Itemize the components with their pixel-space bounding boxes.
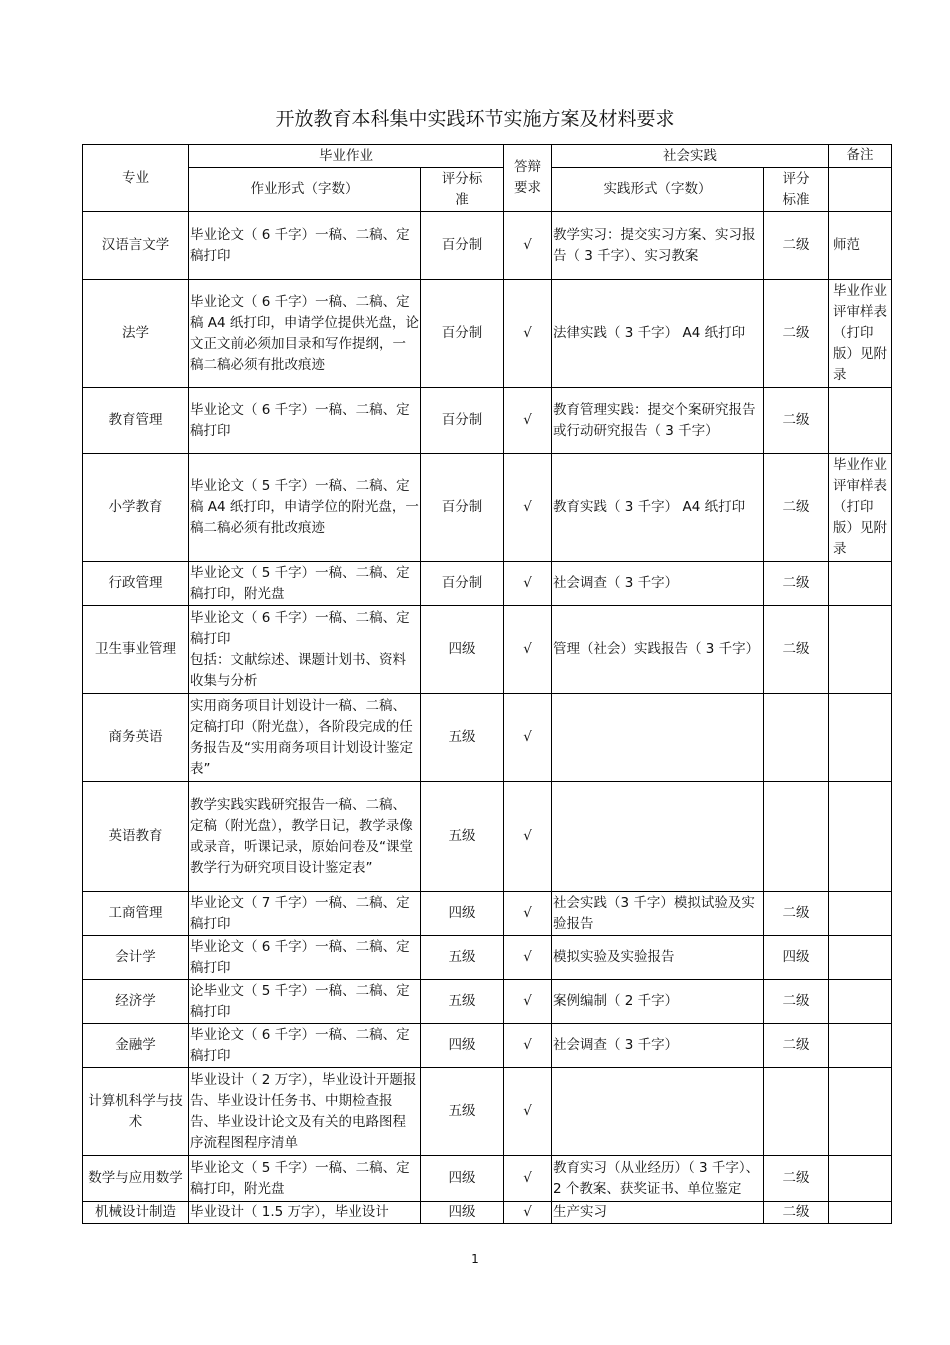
cell-practice-score: 四级 (764, 936, 829, 980)
cell-major: 小学教育 (83, 454, 189, 562)
cell-major: 数学与应用数学 (83, 1156, 189, 1202)
cell-remark (829, 1024, 892, 1068)
cell-defense: √ (504, 936, 552, 980)
requirements-table (82, 144, 892, 1224)
header-practice-form: 实践形式（字数） (552, 168, 764, 212)
cell-remark: 毕业作业评审样表（打印版）见附录 (829, 280, 892, 388)
header-score-std: 评分标准 (421, 168, 504, 212)
cell-practice-score: 二级 (764, 892, 829, 936)
cell-score: 五级 (421, 1068, 504, 1156)
table-row (83, 694, 892, 782)
cell-major: 法学 (83, 280, 189, 388)
cell-practice: 教育实践（ 3 千字） A4 纸打印 (552, 454, 764, 562)
cell-thesis-form: 毕业论文（ 6 千字）一稿、二稿、定稿打印 (189, 388, 421, 454)
table-row (83, 562, 892, 606)
cell-defense: √ (504, 606, 552, 694)
cell-thesis-form: 毕业论文（ 6 千字）一稿、二稿、定稿打印 (189, 1024, 421, 1068)
cell-practice-score (764, 694, 829, 782)
cell-practice-score: 二级 (764, 454, 829, 562)
cell-score: 百分制 (421, 562, 504, 606)
table-row (83, 1024, 892, 1068)
cell-practice: 教育实习（从业经历）（ 3 千字）、2 个教案、获奖证书、单位鉴定 (552, 1156, 764, 1202)
cell-practice-score: 二级 (764, 1156, 829, 1202)
cell-practice: 法律实践（ 3 千字） A4 纸打印 (552, 280, 764, 388)
cell-major: 会计学 (83, 936, 189, 980)
cell-remark: 毕业作业评审样表（打印版）见附录 (829, 454, 892, 562)
header-thesis-form: 作业形式（字数） (189, 168, 421, 212)
header-social-group: 社会实践 (552, 145, 829, 168)
cell-score: 五级 (421, 694, 504, 782)
table-row (83, 782, 892, 892)
cell-major: 经济学 (83, 980, 189, 1024)
header-row-1 (83, 145, 892, 168)
cell-practice: 社会调查（ 3 千字） (552, 1024, 764, 1068)
header-remark: 备注 (829, 145, 892, 168)
cell-thesis-form: 毕业设计（ 2 万字），毕业设计开题报告、毕业设计任务书、中期检查报告、毕业设计论文及有关的电路图程序流程图程序清单 (189, 1068, 421, 1156)
table-row (83, 454, 892, 562)
cell-score: 四级 (421, 1202, 504, 1224)
cell-remark (829, 388, 892, 454)
cell-practice-score (764, 782, 829, 892)
cell-major: 教育管理 (83, 388, 189, 454)
cell-defense: √ (504, 980, 552, 1024)
cell-thesis-form: 毕业论文（ 5 千字）一稿、二稿、定稿打印，附光盘 (189, 1156, 421, 1202)
table-row (83, 388, 892, 454)
cell-defense: √ (504, 388, 552, 454)
cell-major: 行政管理 (83, 562, 189, 606)
cell-thesis-form: 毕业论文（ 6 千字）一稿、二稿、定稿打印 包括：文献综述、课题计划书、资料收集与分析 (189, 606, 421, 694)
cell-defense: √ (504, 694, 552, 782)
header-thesis-group: 毕业作业 (189, 145, 504, 168)
cell-practice: 管理（社会）实践报告（ 3 千字） (552, 606, 764, 694)
cell-thesis-form: 毕业论文（ 5 千字）一稿、二稿、定稿打印，附光盘 (189, 562, 421, 606)
cell-remark (829, 606, 892, 694)
cell-remark (829, 892, 892, 936)
cell-score: 百分制 (421, 212, 504, 280)
cell-major: 卫生事业管理 (83, 606, 189, 694)
page-title: 开放教育本科集中实践环节实施方案及材料要求 (275, 108, 675, 130)
header-major: 专业 (83, 145, 189, 212)
table-row (83, 936, 892, 980)
cell-score: 百分制 (421, 454, 504, 562)
cell-score: 四级 (421, 1156, 504, 1202)
cell-practice: 案例编制（ 2 千字） (552, 980, 764, 1024)
cell-defense: √ (504, 1068, 552, 1156)
header-row-2 (83, 168, 892, 212)
cell-major: 英语教育 (83, 782, 189, 892)
cell-practice: 教学实习：提交实习方案、实习报告（ 3 千字）、实习教案 (552, 212, 764, 280)
cell-remark: 师范 (829, 212, 892, 280)
cell-remark (829, 1068, 892, 1156)
cell-defense: √ (504, 454, 552, 562)
cell-thesis-form: 毕业论文（ 7 千字）一稿、二稿、定稿打印 (189, 892, 421, 936)
cell-major: 金融学 (83, 1024, 189, 1068)
header-score-std2: 评分标准 (764, 168, 829, 212)
cell-practice-score: 二级 (764, 606, 829, 694)
cell-remark (829, 1202, 892, 1224)
cell-practice: 社会调查（ 3 千字） (552, 562, 764, 606)
cell-practice-score: 二级 (764, 562, 829, 606)
cell-practice (552, 694, 764, 782)
cell-remark (829, 936, 892, 980)
cell-defense: √ (504, 280, 552, 388)
cell-practice-score (764, 1068, 829, 1156)
cell-defense: √ (504, 1202, 552, 1224)
cell-practice: 社会实践（3 千字）模拟试验及实验报告 (552, 892, 764, 936)
table-row (83, 1156, 892, 1202)
table-row (83, 606, 892, 694)
cell-major: 机械设计制造 (83, 1202, 189, 1224)
cell-score: 四级 (421, 892, 504, 936)
cell-score: 五级 (421, 782, 504, 892)
cell-remark (829, 980, 892, 1024)
cell-practice (552, 1068, 764, 1156)
cell-major: 商务英语 (83, 694, 189, 782)
cell-practice (552, 782, 764, 892)
cell-thesis-form: 毕业论文（ 5 千字）一稿、二稿、定稿 A4 纸打印，申请学位的附光盘，一稿二稿必须有批改痕迹 (189, 454, 421, 562)
cell-thesis-form: 教学实践实践研究报告一稿、二稿、定稿（附光盘），教学日记，教学录像或录音，听课记录，原始问卷及“课堂教学行为研究项目设计鉴定表” (189, 782, 421, 892)
cell-defense: √ (504, 782, 552, 892)
cell-practice-score: 二级 (764, 980, 829, 1024)
cell-practice-score: 二级 (764, 388, 829, 454)
cell-defense: √ (504, 1024, 552, 1068)
cell-practice: 模拟实验及实验报告 (552, 936, 764, 980)
cell-remark (829, 782, 892, 892)
cell-major: 汉语言文学 (83, 212, 189, 280)
cell-thesis-form: 毕业论文（ 6 千字）一稿、二稿、定稿 A4 纸打印，申请学位提供光盘，论文正文前必须加目录和写作提纲，一稿二稿必须有批改痕迹 (189, 280, 421, 388)
cell-practice-score: 二级 (764, 1202, 829, 1224)
header-defense: 答辩要求 (504, 145, 552, 212)
cell-practice-score: 二级 (764, 280, 829, 388)
cell-score: 百分制 (421, 280, 504, 388)
table-row (83, 1202, 892, 1224)
cell-defense: √ (504, 212, 552, 280)
cell-thesis-form: 毕业论文（ 6 千字）一稿、二稿、定稿打印 (189, 212, 421, 280)
table-row (83, 1068, 892, 1156)
table-row (83, 892, 892, 936)
table-row (83, 280, 892, 388)
cell-defense: √ (504, 1156, 552, 1202)
page-number: 1 (471, 1252, 479, 1266)
table-row (83, 980, 892, 1024)
cell-remark (829, 694, 892, 782)
cell-score: 百分制 (421, 388, 504, 454)
cell-thesis-form: 论毕业文（ 5 千字）一稿、二稿、定稿打印 (189, 980, 421, 1024)
cell-practice: 教育管理实践：提交个案研究报告或行动研究报告（ 3 千字） (552, 388, 764, 454)
cell-score: 五级 (421, 980, 504, 1024)
cell-practice: 生产实习 (552, 1202, 764, 1224)
cell-score: 四级 (421, 606, 504, 694)
cell-thesis-form: 实用商务项目计划设计一稿、二稿、定稿打印（附光盘），各阶段完成的任务报告及“实用商务项目计划设计鉴定表” (189, 694, 421, 782)
cell-remark (829, 562, 892, 606)
cell-score: 五级 (421, 936, 504, 980)
cell-major: 计算机科学与技术 (83, 1068, 189, 1156)
cell-thesis-form: 毕业设计（ 1.5 万字），毕业设计 (189, 1202, 421, 1224)
cell-practice-score: 二级 (764, 212, 829, 280)
cell-thesis-form: 毕业论文（ 6 千字）一稿、二稿、定稿打印 (189, 936, 421, 980)
table-row (83, 212, 892, 280)
cell-score: 四级 (421, 1024, 504, 1068)
cell-remark (829, 1156, 892, 1202)
cell-practice-score: 二级 (764, 1024, 829, 1068)
cell-defense: √ (504, 562, 552, 606)
cell-major: 工商管理 (83, 892, 189, 936)
cell-defense: √ (504, 892, 552, 936)
header-remark-blank (829, 168, 892, 212)
